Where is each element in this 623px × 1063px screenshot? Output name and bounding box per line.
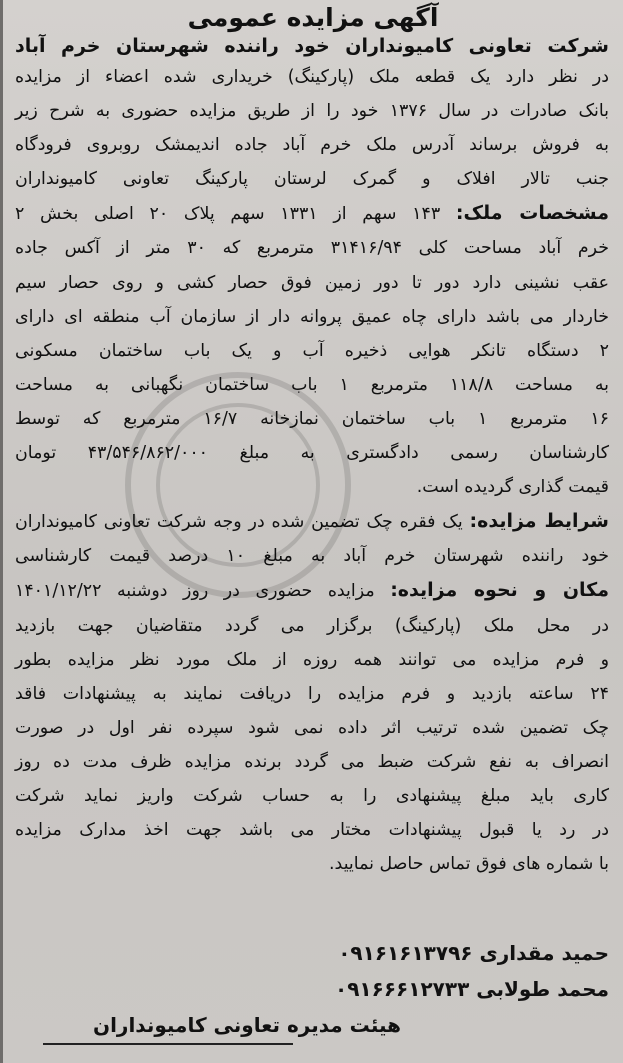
specs-line-3: خاردار می باشد دارای چاه عمیق پروانه دار از سازمان آب منطقه ای دارای — [15, 306, 609, 327]
ad-title: آگهی مزایده عمومی — [187, 3, 439, 32]
specs-line-7: کارشناسان رسمی دادگستری به مبلغ ۴۳/۵۴۶/۸۶۲/۰۰۰ تومان — [15, 443, 609, 464]
intro-line-3: به فروش برساند آدرس ملک خرم آباد جاده اندیمشک روبروی فرودگاه — [15, 135, 609, 156]
conditions-line-1: خود رانندە شهرستان خرم آباد به مبلغ ۱۰ درصد قیمت کارشناسی — [15, 546, 609, 567]
board-signature: هیئت مدیره تعاونی کامیونداران — [93, 1013, 402, 1037]
venue-first-text: مزایده حضوری در روز دوشنبه ۱۴۰۱/۱۲/۲۲ — [15, 581, 375, 602]
specs-line-5: به مساحت ۱۱۸/۸ مترمربع ۱ باب ساختمان نگهبانی به مساحت — [15, 374, 609, 395]
venue-line-4: چک تضمین شده ترتیب اثر داده نمی شود سپرده نفر اول در صورت — [15, 717, 609, 738]
conditions-first-text: یک فقره چک تضمین شده در وجه شرکت تعاونی کامیونداران — [15, 512, 463, 533]
signature-contact-2: محمد طولابی ۰۹۱۶۶۶۱۲۷۳۳ — [335, 977, 609, 1001]
intro-line-1: در نظر دارد یک قطعه ملک (پارکینگ) خریداری شده اعضاء از مزایده — [15, 67, 609, 87]
specs-line-8: قیمت گذاری گردیده است. — [416, 477, 609, 498]
venue-first-line — [15, 573, 609, 608]
venue-line-5: انصراف به نفع شرکت ضبط می گردد برنده مزایده ظرف مدت ده روز — [15, 751, 609, 772]
venue-label: مکان و نحوه مزایده: — [390, 579, 609, 602]
signature-contact-1: حمید مقداری ۰۹۱۶۱۶۱۳۷۹۶ — [338, 941, 609, 965]
venue-line-7: در رد یا قبول پیشنهادات مختار می باشد جهت اخذ مدارک مزایده — [15, 820, 609, 841]
conditions-label: شرایط مزایده: — [469, 510, 609, 533]
conditions-first-line — [15, 504, 609, 539]
venue-line-8: با شماره های فوق تماس حاصل نمایید. — [329, 854, 609, 875]
specs-line-4: ۲ دستگاه تانکر هوایی ذخیره آب و یک باب ساختمان مسکونی — [15, 340, 609, 361]
specs-line-2: عقب نشینی دارد دور تا دور زمین فوق حصار کشی و روی حصار سیم — [15, 272, 609, 293]
venue-line-6: کاری باید مبلغ پیشنهادی را به حساب شرکت واریز نماید شرکت — [15, 785, 609, 806]
ad-body — [3, 60, 623, 881]
venue-line-1: در محل ملک (پارکینگ) برگزار می گردد متقاضیان جهت بازدید — [15, 615, 609, 636]
company-name: شرکت تعاونی کامیونداران خود رانندە شهرستان خرم آباد — [15, 35, 609, 57]
specs-line-1: خرم آباد مساحت کلی ۳۱۴۱۶/۹۴ مترمربع که ۳۰ متر از آکس جاده — [15, 238, 609, 259]
specs-line-6: ۱۶ مترمربع ۱ باب ساختمان نمازخانه ۱۶/۷ مترمربع که توسط — [15, 408, 609, 429]
venue-line-2: و فرم مزایده می توانند همه روزه از ملک مورد نظر مزایده بطور — [15, 649, 609, 670]
intro-line-4: جنب تالار افلاک و گمرک لرستان پارکینگ تعاونی کامیونداران — [15, 169, 609, 190]
bottom-divider — [43, 1043, 293, 1045]
intro-line-2: بانک صادرات در سال ۱۳۷۶ خود را از طریق مزایده حضوری به شرح زیر — [15, 101, 609, 122]
specs-label: مشخصات ملک: — [455, 202, 609, 225]
specs-first-text: ۱۴۳ سهم از ۱۳۳۱ سهم پلاک ۲۰ اصلی بخش ۲ — [15, 204, 441, 225]
venue-line-3: ۲۴ ساعته بازدید و فرم مزایده را دریافت نمایند به پیشنهادات فاقد — [15, 683, 609, 704]
specs-first-line — [15, 196, 609, 231]
